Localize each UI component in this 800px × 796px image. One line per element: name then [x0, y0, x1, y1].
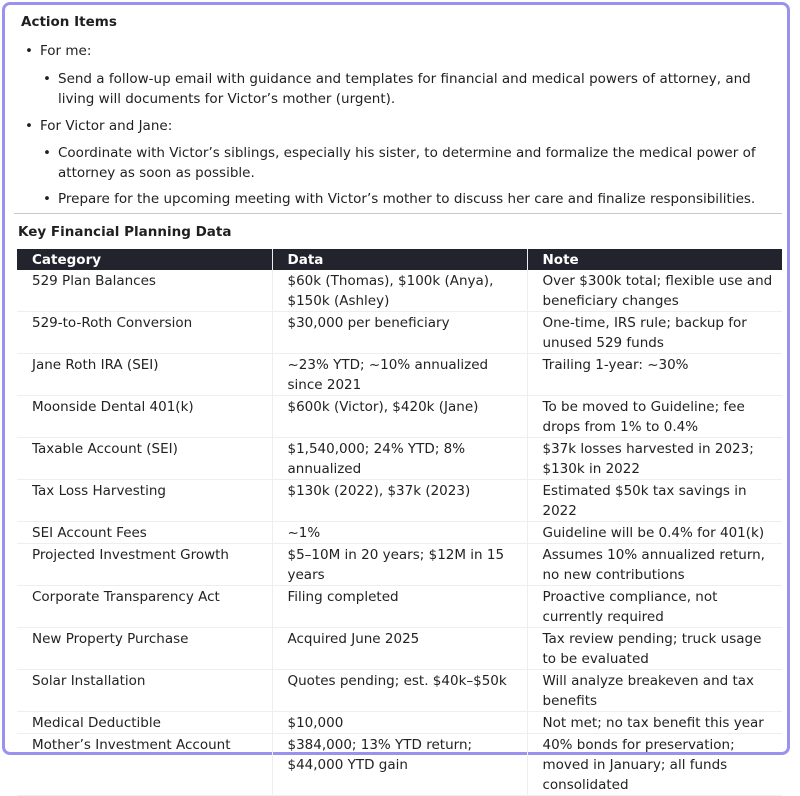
cell-category: Corporate Transparency Act — [17, 586, 272, 628]
table-row — [17, 712, 782, 734]
table-header-row — [17, 249, 782, 270]
cell-category: Moonside Dental 401(k) — [17, 396, 272, 438]
cell-category: Solar Installation — [17, 670, 272, 712]
table-row — [17, 522, 782, 544]
cell-data: $5–10M in 20 years; $12M in 15 years — [272, 544, 527, 586]
cell-data: Quotes pending; est. $40k–$50k — [272, 670, 527, 712]
cell-data: $1,540,000; 24% YTD; 8% annualized — [272, 438, 527, 480]
action-item — [43, 189, 763, 209]
cell-note: Trailing 1-year: ~30% — [527, 354, 782, 396]
cell-data: ~23% YTD; ~10% annualized since 2021 — [272, 354, 527, 396]
cell-category: Jane Roth IRA (SEI) — [17, 354, 272, 396]
action-group-victor-jane — [25, 116, 172, 136]
cell-note: Over $300k total; flexible use and beneficiary changes — [527, 270, 782, 312]
table-row — [17, 670, 782, 712]
action-item — [43, 143, 763, 183]
table-row — [17, 312, 782, 354]
cell-category: 529-to-Roth Conversion — [17, 312, 272, 354]
planning-heading: Key Financial Planning Data — [18, 224, 232, 240]
cell-category: SEI Account Fees — [17, 522, 272, 544]
action-item-text: • Coordinate with Victor’s siblings, especially his sister, to determine and formalize the medical power of attorney as soon as possible. — [58, 145, 756, 181]
cell-note: Will analyze breakeven and tax benefits — [527, 670, 782, 712]
planning-table — [17, 249, 782, 796]
cell-category: Taxable Account (SEI) — [17, 438, 272, 480]
cell-data: Filing completed — [272, 586, 527, 628]
cell-note: 40% bonds for preservation; moved in January; all funds consolidated — [527, 734, 782, 796]
table-row — [17, 270, 782, 312]
table-row — [17, 396, 782, 438]
table-row — [17, 480, 782, 522]
cell-category: 529 Plan Balances — [17, 270, 272, 312]
action-item — [43, 69, 763, 109]
cell-note: Tax review pending; truck usage to be evaluated — [527, 628, 782, 670]
action-group-label: • For me: — [40, 43, 92, 59]
table-row — [17, 628, 782, 670]
header-note: Note — [527, 249, 782, 270]
cell-category: Medical Deductible — [17, 712, 272, 734]
action-items-heading: Action Items — [21, 14, 117, 30]
cell-note: One-time, IRS rule; backup for unused 529 funds — [527, 312, 782, 354]
section-divider — [14, 213, 782, 214]
cell-note: Estimated $50k tax savings in 2022 — [527, 480, 782, 522]
table-row — [17, 544, 782, 586]
cell-note: Not met; no tax benefit this year — [527, 712, 782, 734]
cell-note: Guideline will be 0.4% for 401(k) — [527, 522, 782, 544]
cell-data: $384,000; 13% YTD return; $44,000 YTD gain — [272, 734, 527, 796]
cell-data: $10,000 — [272, 712, 527, 734]
action-group-me — [25, 41, 91, 61]
cell-note: To be moved to Guideline; fee drops from 1% to 0.4% — [527, 396, 782, 438]
cell-note: Assumes 10% annualized return, no new contributions — [527, 544, 782, 586]
cell-category: Tax Loss Harvesting — [17, 480, 272, 522]
cell-category: Projected Investment Growth — [17, 544, 272, 586]
cell-data: $60k (Thomas), $100k (Anya), $150k (Ashley) — [272, 270, 527, 312]
table-row — [17, 354, 782, 396]
table-row — [17, 586, 782, 628]
cell-data: $30,000 per beneficiary — [272, 312, 527, 354]
cell-category: Mother’s Investment Account — [17, 734, 272, 796]
action-group-label: • For Victor and Jane: — [40, 118, 173, 134]
cell-data: $600k (Victor), $420k (Jane) — [272, 396, 527, 438]
action-item-text: • Send a follow-up email with guidance and templates for financial and medical powers of attorney, and living will documents for Victor’s mother (urgent). — [58, 71, 751, 107]
table-row — [17, 438, 782, 480]
cell-note: $37k losses harvested in 2023; $130k in 2022 — [527, 438, 782, 480]
cell-data: $130k (2022), $37k (2023) — [272, 480, 527, 522]
header-data: Data — [272, 249, 527, 270]
cell-data: Acquired June 2025 — [272, 628, 527, 670]
header-category: Category — [17, 249, 272, 270]
cell-note: Proactive compliance, not currently required — [527, 586, 782, 628]
cell-data: ~1% — [272, 522, 527, 544]
table-row — [17, 734, 782, 796]
action-item-text: • Prepare for the upcoming meeting with Victor’s mother to discuss her care and finalize responsibilities. — [58, 191, 756, 207]
cell-category: New Property Purchase — [17, 628, 272, 670]
